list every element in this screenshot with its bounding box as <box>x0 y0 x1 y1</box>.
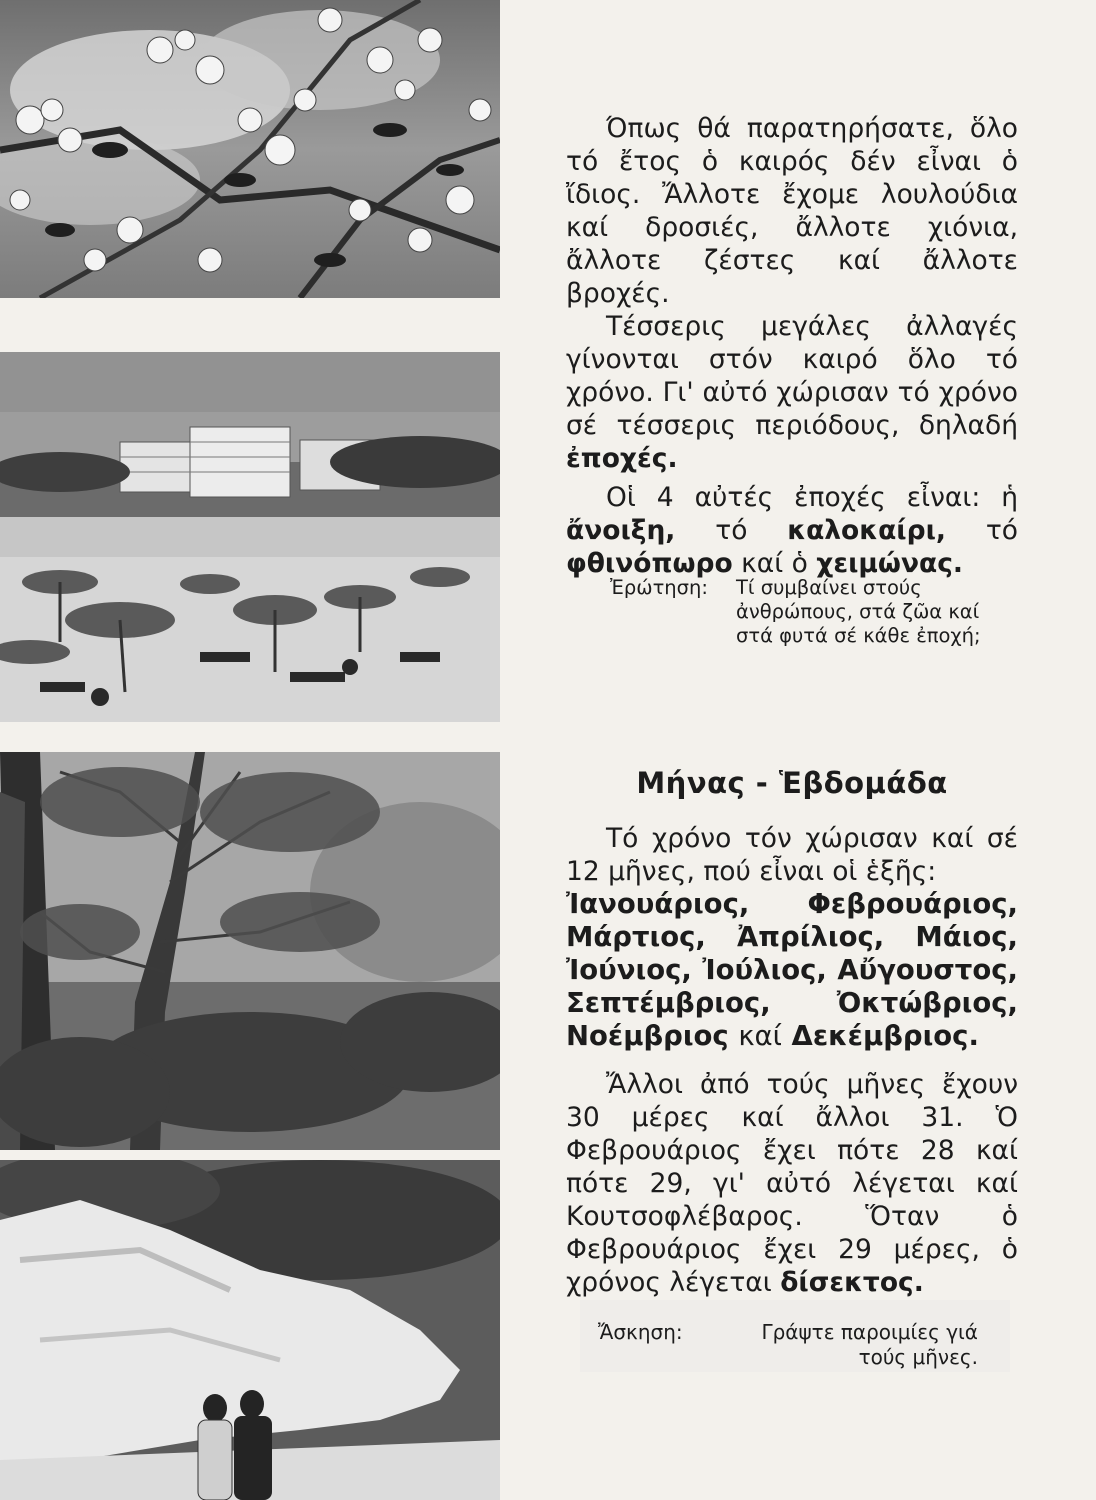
question-text: Τί συμβαίνει στούς ἀνθρώπους, στά ζῶα καί στά φυτά σέ κάθε ἐποχή; <box>736 576 981 647</box>
seasons-text-c: τό <box>985 515 1018 546</box>
exercise-text: Γράψτε παροιμίες γιά τούς μῆνες. <box>761 1320 978 1369</box>
seasons-paragraph <box>566 481 1018 580</box>
exercise-box <box>580 1300 1010 1372</box>
seasons-text-a: Οἱ 4 αὐτές ἐποχές εἶναι: ἡ <box>606 482 1018 513</box>
days-paragraph <box>566 1068 1018 1299</box>
month-december: Δεκέμβριος. <box>791 1020 979 1052</box>
question-box <box>610 576 996 648</box>
intro-paragraph-2 <box>566 310 1018 475</box>
summer-beach-photo <box>0 352 500 722</box>
autumn-tree-photo <box>0 752 500 1150</box>
seasons-text-d: καί ὁ <box>741 548 808 579</box>
season-autumn: φθινόπωρο <box>566 548 733 579</box>
seasons-text-b: τό <box>715 515 748 546</box>
months-text <box>566 822 1018 1053</box>
intro-paragraph-2-text: Τέσσερις μεγάλες ἀλλαγές γίνονται στόν καιρό ὅλο τό χρόνο. Γι' αὐτό χώρισαν τό χρόνο σέ τέσσερις περιόδους, δηλαδή <box>566 311 1018 441</box>
months-list <box>566 888 1018 1053</box>
exercise-label: Ἄσκηση: <box>598 1320 683 1344</box>
days-text <box>566 1068 1018 1299</box>
season-spring: ἄνοιξη, <box>566 515 676 546</box>
term-leap-year: δίσεκτος. <box>780 1267 924 1298</box>
term-seasons: ἐποχές. <box>566 443 678 474</box>
months-intro: Τό χρόνο τόν χώρισαν καί σέ 12 μῆνες, πού εἶναι οἱ ἑξῆς: <box>566 823 1018 887</box>
spring-blossom-photo <box>0 0 500 298</box>
section-title: Μήνας - Ἑβδομάδα <box>636 766 948 800</box>
months-list-text: Ἰανουάριος, Φεβρουάριος, Μάρτιος, Ἀπρίλιος, Μάιος, Ἰούνιος, Ἰούλιος, Αὔγουστος, Σεπτέμβριος, Ὀκτώβριος, Νοέμβριος <box>566 888 1018 1052</box>
intro-text <box>566 112 1018 580</box>
winter-snow-photo <box>0 1160 500 1500</box>
months-connector: καί <box>738 1020 782 1052</box>
season-summer: καλοκαίρι, <box>787 515 946 546</box>
question-label: Ἐρώτηση: <box>610 576 708 599</box>
intro-paragraph-1: Όπως θά παρατηρήσατε, ὅλο τό ἔτος ὁ καιρός δέν εἶναι ὁ ἴδιος. Ἄλλοτε ἔχομε λουλούδια καί δροσιές, ἄλλοτε χιόνια, ἄλλοτε ζέστες καί ἄλλοτε βροχές. <box>566 113 1018 309</box>
days-paragraph-text: Ἄλλοι ἀπό τούς μῆνες ἔχουν 30 μέρες καί ἄλλοι 31. Ὁ Φεβρουάριος ἔχει πότε 28 καί πότε 29, γι' αὐτό λέγεται καί Κουτσοφλέβαρος. Ὅταν ὁ Φεβρουάριος ἔχει 29 μέρες, ὁ χρόνος λέγεται <box>566 1069 1018 1298</box>
season-winter: χειμώνας. <box>816 548 963 579</box>
